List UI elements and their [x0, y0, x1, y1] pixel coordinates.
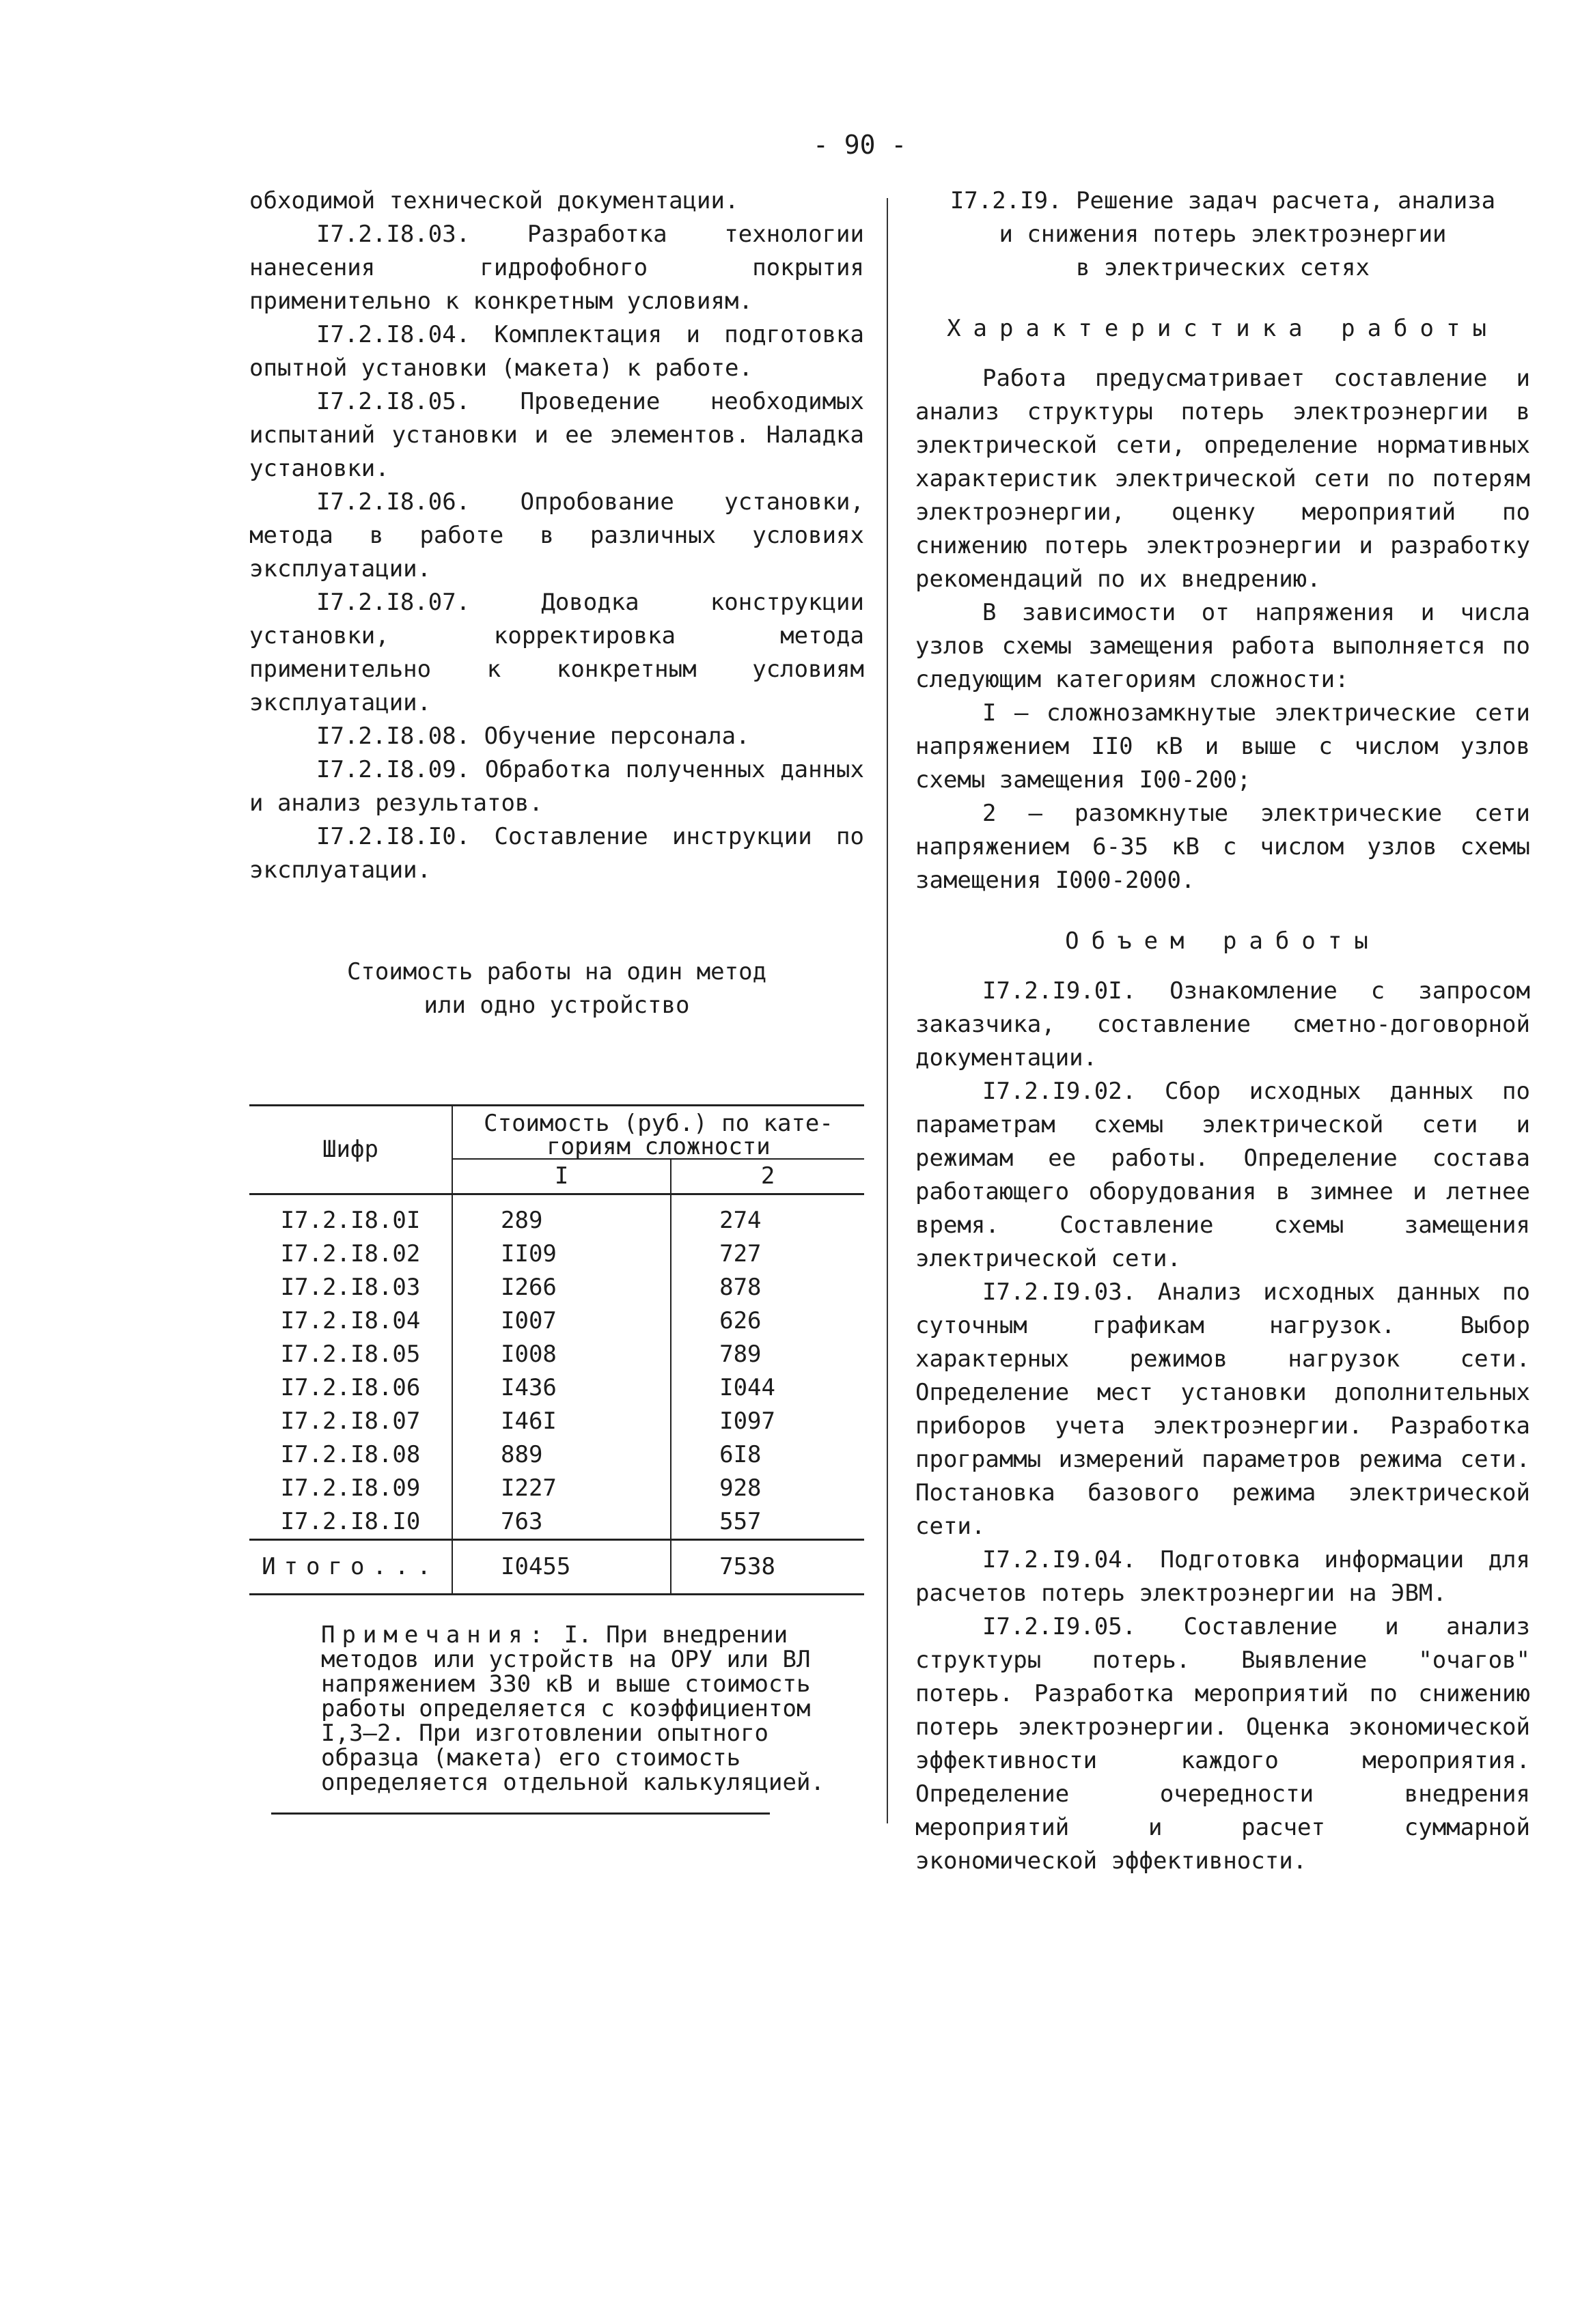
paragraph: I7.2.I8.04. Комплектация и подготовка опытной установки (макета) к работе. [249, 321, 864, 382]
table-notes [249, 1623, 864, 1795]
left-column [249, 184, 864, 1815]
paragraph: I7.2.I8.05. Проведение необходимых испытаний установки и ее элементов. Наладка установки. [249, 388, 864, 482]
paragraph: I7.2.I8.08. Обучение персонала. [316, 723, 750, 750]
table-row: I7.2.I8.06 I436 I044 [249, 1371, 864, 1405]
paragraph: I – сложнозамкнутые электрические сети напряжением II0 кВ и выше с числом узлов схемы замещения I00-200; [915, 699, 1530, 794]
column-header-cost: Стоимость (руб.) по кате- гориям сложности [484, 1110, 833, 1160]
notes-heading: Примечания: [321, 1621, 551, 1649]
paragraph: I7.2.I9.0I. Ознакомление с запросом заказчика, составление сметно-договорной документации. [915, 977, 1530, 1072]
cost-table [249, 1104, 864, 1595]
table-row: I7.2.I8.02 II09 727 [249, 1237, 864, 1271]
bottom-rule [271, 1812, 770, 1815]
table-row: I7.2.I8.0I 289 274 [249, 1204, 864, 1237]
paragraph: I7.2.I8.I0. Составление инструкции по эксплуатации. [249, 823, 864, 884]
column-header-category-1: I [452, 1159, 671, 1194]
table-row: I7.2.I8.I0 763 557 [249, 1505, 864, 1540]
paragraph: обходимой технической документации. [249, 187, 739, 214]
column-divider [887, 198, 888, 1823]
heading-scope: Объем работы [1065, 927, 1381, 955]
table-caption: Стоимость работы на один метод или одно устройство [346, 958, 767, 1019]
table-total-row: Итого... I0455 7538 [249, 1539, 864, 1594]
paragraph: В зависимости от напряжения и числа узлов схемы замещения работа выполняется по следующим категориям сложности: [915, 599, 1530, 693]
table-row: I7.2.I8.09 I227 928 [249, 1472, 864, 1505]
section-title: I7.2.I9. Решение задач расчета, анализа и снижения потерь электроэнергии в электрических сетях [950, 187, 1496, 281]
table-row: I7.2.I8.05 I008 789 [249, 1338, 864, 1371]
page-number: - 90 - [813, 130, 907, 160]
paragraph: 2 – разомкнутые электрические сети напряжением 6-35 кВ с числом узлов схемы замещения I000-2000. [915, 800, 1530, 894]
table-row: I7.2.I8.08 889 6I8 [249, 1438, 864, 1472]
heading-characteristic: Характеристика работы [947, 315, 1499, 342]
table-row: I7.2.I8.04 I007 626 [249, 1304, 864, 1338]
paragraph: Работа предусматривает составление и анализ структуры потерь электроэнергии в электрической сети, определение нормативных характеристик электрической сети по потерям электроэнергии, оценку мероприятий по снижению потерь электроэнергии и разработку рекомендаций по их внедрению. [915, 365, 1530, 593]
paragraph: I7.2.I9.04. Подготовка информации для расчетов потерь электроэнергии на ЭВМ. [915, 1546, 1530, 1607]
paragraph: I7.2.I9.03. Анализ исходных данных по суточным графикам нагрузок. Выбор характерных режимов нагрузок сети. Определение мест установки дополнительных приборов учета электроэнергии. Разработка программы измерений параметров режима сети. Постановка базового режима электрической сети. [915, 1278, 1530, 1540]
paragraph: I7.2.I9.05. Составление и анализ структуры потерь. Выявление "очагов" потерь. Разработка мероприятий по снижению потерь электроэнергии. Оценка экономической эффективности каждого мероприятия. Определение очередности внедрения мероприятий и расчет суммарной экономической эффективности. [915, 1613, 1530, 1875]
paragraph: I7.2.I8.09. Обработка полученных данных и анализ результатов. [249, 756, 864, 817]
paragraph: I7.2.I8.06. Опробование установки, метода в работе в различных условиях эксплуатации. [249, 488, 864, 583]
table-row: I7.2.I8.03 I266 878 [249, 1271, 864, 1304]
table-row: I7.2.I8.07 I46I I097 [249, 1405, 864, 1438]
column-header-code: Шифр [249, 1106, 452, 1194]
paragraph: I7.2.I9.02. Сбор исходных данных по параметрам схемы электрической сети и режимам ее работы. Определение состава работающего оборудования в зимнее и летнее время. Составление схемы замещения электрической сети. [915, 1078, 1530, 1272]
paragraph: I7.2.I8.07. Доводка конструкции установки, корректировка метода применительно к конкретным условиям эксплуатации. [249, 589, 864, 716]
right-column [915, 184, 1530, 1878]
column-header-category-2: 2 [671, 1159, 864, 1194]
notes-text: I. При внедрении методов или устройств на ОРУ или ВЛ напряжением 330 кВ и выше стоимость работы определяется с коэффициентом I,3–2. При изготовлении опытного образца (макета) его стоимость определяется отдельной калькуляцией. [321, 1621, 825, 1796]
paragraph: I7.2.I8.03. Разработка технологии нанесения гидрофобного покрытия применительно к конкретным условиям. [249, 221, 864, 315]
